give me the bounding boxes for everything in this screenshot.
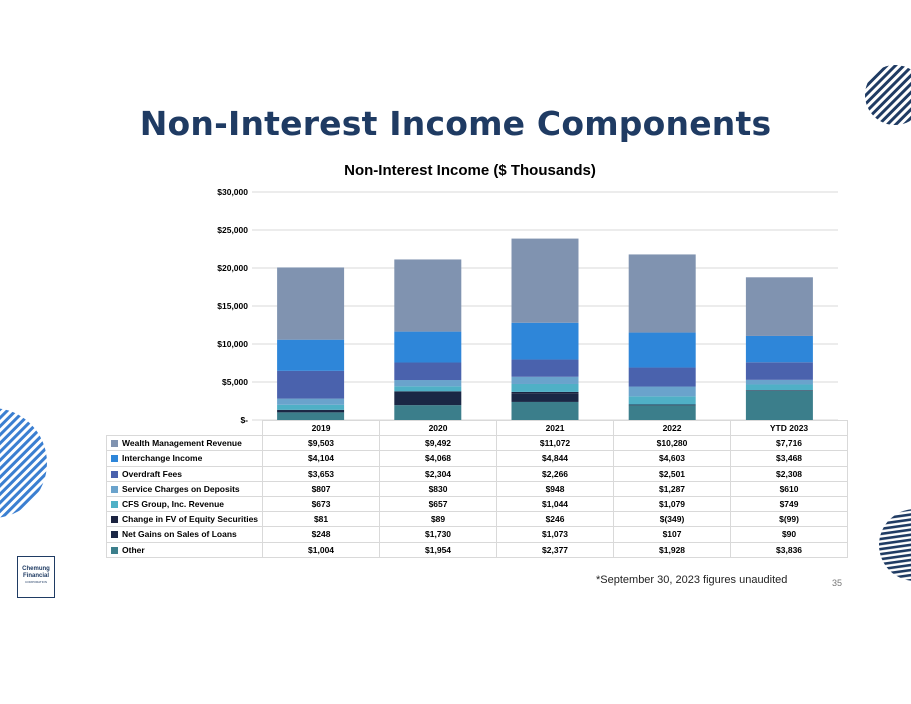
table-cell: $610: [731, 481, 848, 496]
bar-segment: [629, 405, 696, 406]
data-table: [106, 420, 848, 558]
table-row: [107, 436, 848, 451]
company-logo: [17, 556, 55, 598]
legend-swatch: [111, 455, 118, 462]
slide-title: Non-Interest Income Components: [139, 104, 772, 143]
table-row: [107, 542, 848, 557]
table-cell: $749: [731, 496, 848, 511]
chart-title: Non-Interest Income ($ Thousands): [344, 162, 596, 179]
table-cell: $673: [263, 496, 380, 511]
y-tick-label: $25,000: [217, 225, 248, 235]
series-name: Other: [122, 544, 145, 555]
table-cell: $2,266: [497, 466, 614, 481]
table-corner: [107, 421, 263, 436]
table-cell: $1,954: [380, 542, 497, 557]
table-cell: $3,653: [263, 466, 380, 481]
row-label: [107, 496, 263, 511]
legend-swatch: [111, 531, 118, 538]
legend-swatch: [111, 440, 118, 447]
bar-segment: [512, 394, 579, 402]
series-name: Change in FV of Equity Securities: [122, 514, 259, 525]
bar-segment: [394, 391, 461, 392]
row-label: [107, 451, 263, 466]
table-cell: $948: [497, 481, 614, 496]
table-cell: $4,844: [497, 451, 614, 466]
table-row: [107, 496, 848, 511]
bar-segment: [394, 392, 461, 405]
logo-subtext: CORPORATION: [24, 580, 48, 584]
y-tick-label: $30,000: [217, 187, 248, 197]
table-row: [107, 451, 848, 466]
bar-segment: [394, 363, 461, 381]
column-header: 2021: [497, 421, 614, 436]
bar-segment: [394, 405, 461, 420]
legend-swatch: [111, 547, 118, 554]
table-cell: $657: [380, 496, 497, 511]
bar-segment: [629, 368, 696, 387]
table-cell: $(99): [731, 512, 848, 527]
table-cell: $7,716: [731, 436, 848, 451]
bar-segment: [512, 402, 579, 420]
bar-segment: [394, 386, 461, 391]
row-label: [107, 512, 263, 527]
table-cell: $1,073: [497, 527, 614, 542]
bar-segment: [277, 410, 344, 411]
bar-segment: [512, 384, 579, 392]
legend-swatch: [111, 516, 118, 523]
bar-segment: [394, 332, 461, 363]
bar-segment: [629, 333, 696, 368]
bar-segment: [277, 412, 344, 420]
table-cell: $1,079: [614, 496, 731, 511]
table-cell: $89: [380, 512, 497, 527]
series-name: Net Gains on Sales of Loans: [122, 529, 237, 540]
table-cell: $4,104: [263, 451, 380, 466]
bar-segment: [746, 391, 813, 420]
bar-segment: [746, 336, 813, 362]
table-row: [107, 512, 848, 527]
bar-segment: [746, 390, 813, 391]
bar-segment: [512, 323, 579, 360]
column-header: 2019: [263, 421, 380, 436]
series-name: Wealth Management Revenue: [122, 438, 242, 449]
column-header: 2020: [380, 421, 497, 436]
table-cell: $2,377: [497, 542, 614, 557]
bar-segment: [512, 239, 579, 323]
bar-segment: [277, 371, 344, 399]
bar-segment: [512, 360, 579, 377]
table-cell: $107: [614, 527, 731, 542]
bar-segment: [629, 405, 696, 420]
footnote: *September 30, 2023 figures unaudited: [596, 574, 788, 586]
series-name: Interchange Income: [122, 453, 203, 464]
table-cell: $90: [731, 527, 848, 542]
table-cell: $1,044: [497, 496, 614, 511]
column-header: 2022: [614, 421, 731, 436]
row-label: [107, 542, 263, 557]
table-cell: $10,280: [614, 436, 731, 451]
series-name: Service Charges on Deposits: [122, 483, 240, 494]
logo-text-line2: Financial: [22, 573, 49, 579]
table-cell: $830: [380, 481, 497, 496]
table-cell: $3,836: [731, 542, 848, 557]
y-tick-label: $15,000: [217, 301, 248, 311]
table-cell: $248: [263, 527, 380, 542]
bar-segment: [512, 377, 579, 384]
table-cell: $1,004: [263, 542, 380, 557]
bar-segment: [277, 267, 344, 339]
table-cell: $9,503: [263, 436, 380, 451]
table-cell: $807: [263, 481, 380, 496]
table-cell: $4,603: [614, 451, 731, 466]
row-label: [107, 436, 263, 451]
bar-segment: [394, 259, 461, 331]
table-cell: $11,072: [497, 436, 614, 451]
table-cell: $2,308: [731, 466, 848, 481]
y-tick-label: $10,000: [217, 339, 248, 349]
bar-segment: [394, 380, 461, 386]
table-cell: $246: [497, 512, 614, 527]
table-cell: $2,501: [614, 466, 731, 481]
table-cell: $2,304: [380, 466, 497, 481]
bar-segment: [746, 277, 813, 336]
y-tick-label: $5,000: [222, 377, 248, 387]
table-cell: $1,928: [614, 542, 731, 557]
table-cell: $(349): [614, 512, 731, 527]
series-name: CFS Group, Inc. Revenue: [122, 499, 225, 510]
bar-segment: [277, 340, 344, 371]
table-row: [107, 527, 848, 542]
bar-segment: [277, 399, 344, 405]
page-number: 35: [832, 578, 843, 588]
table-cell: $3,468: [731, 451, 848, 466]
y-tick-label: $20,000: [217, 263, 248, 273]
bar-segment: [746, 384, 813, 390]
table-cell: $1,730: [380, 527, 497, 542]
table-row: [107, 466, 848, 481]
row-label: [107, 481, 263, 496]
legend-swatch: [111, 471, 118, 478]
bar-segment: [629, 254, 696, 332]
bar-segment: [746, 362, 813, 380]
series-name: Overdraft Fees: [122, 468, 182, 479]
bar-segment: [629, 387, 696, 397]
y-tick-label: $-: [240, 415, 248, 425]
column-header: YTD 2023: [731, 421, 848, 436]
table-cell: $81: [263, 512, 380, 527]
table-cell: $9,492: [380, 436, 497, 451]
row-label: [107, 527, 263, 542]
row-label: [107, 466, 263, 481]
bar-segment: [512, 392, 579, 394]
logo-text-line1: Chemung: [22, 566, 50, 572]
table-cell: $4,068: [380, 451, 497, 466]
bar-segment: [746, 380, 813, 385]
bar-segment: [277, 405, 344, 410]
bar-segment: [277, 410, 344, 412]
table-header-row: [107, 421, 848, 436]
table-cell: $1,287: [614, 481, 731, 496]
table-row: [107, 481, 848, 496]
legend-swatch: [111, 501, 118, 508]
bar-segment: [629, 396, 696, 404]
legend-swatch: [111, 486, 118, 493]
